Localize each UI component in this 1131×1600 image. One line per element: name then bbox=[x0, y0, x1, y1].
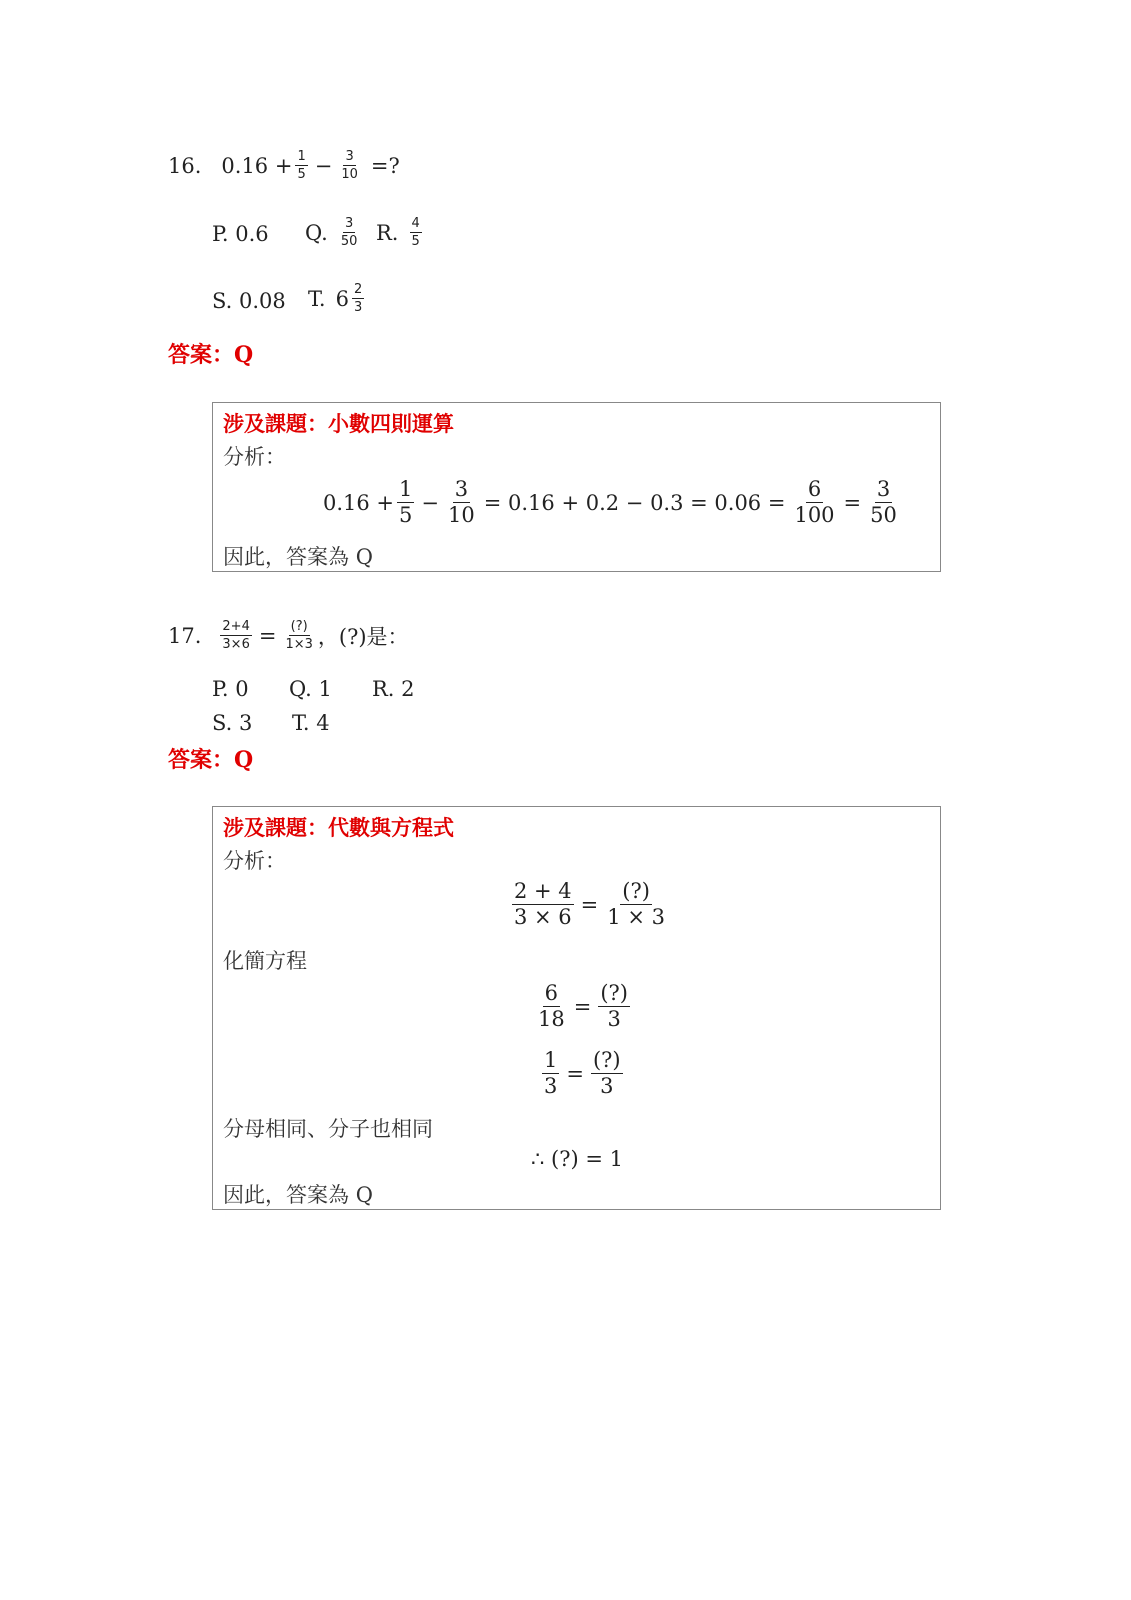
fraction bbox=[410, 217, 422, 248]
option-s: S. 3 bbox=[212, 711, 253, 735]
option-p bbox=[212, 222, 269, 246]
equals-sign: = bbox=[258, 623, 277, 648]
fraction bbox=[339, 217, 360, 248]
numerator: 4 bbox=[411, 216, 420, 231]
fraction bbox=[283, 620, 314, 651]
fraction bbox=[591, 1050, 623, 1097]
denominator: 1×3 bbox=[285, 637, 313, 652]
denominator: 3 bbox=[353, 300, 363, 315]
equals-sign: = bbox=[566, 1061, 584, 1086]
analysis-equation bbox=[323, 479, 902, 526]
option-q: Q. 1 bbox=[289, 677, 332, 701]
numerator: 1 bbox=[297, 149, 306, 164]
stem-lead: 0.16 + bbox=[221, 153, 293, 178]
numerator: 3 bbox=[345, 149, 354, 164]
question-number: 17. bbox=[168, 623, 202, 648]
answer-16 bbox=[168, 338, 253, 369]
option-t: T. 4 bbox=[292, 711, 330, 735]
question-16-stem bbox=[168, 150, 400, 181]
eq-middle: = 0.16 + 0.2 − 0.3 = 0.06 = bbox=[483, 490, 786, 515]
numerator: 3 bbox=[344, 216, 354, 231]
denominator: 5 bbox=[297, 167, 306, 182]
analysis-box-16 bbox=[212, 402, 941, 572]
answer-label: 答案： bbox=[168, 748, 235, 773]
topic-heading: 涉及課題：小數四則運算 bbox=[223, 412, 454, 436]
analysis-step-2: 分母相同、分子也相同 bbox=[223, 1117, 433, 1141]
fraction bbox=[512, 881, 574, 928]
numerator: 3 bbox=[454, 477, 469, 501]
denominator: 100 bbox=[794, 503, 835, 527]
numerator: (?) bbox=[600, 981, 628, 1005]
conclusion-text: 因此，答案為 bbox=[223, 545, 349, 569]
option-s bbox=[212, 289, 286, 313]
numerator: (?) bbox=[622, 879, 650, 903]
analysis-conclusion bbox=[223, 541, 373, 571]
equals-sign: = bbox=[580, 892, 599, 917]
equals-sign: = bbox=[573, 994, 592, 1019]
numerator: 6 bbox=[544, 981, 559, 1005]
analysis-conclusion bbox=[223, 1179, 373, 1209]
stem-tail: ，(?)是： bbox=[317, 624, 409, 649]
analysis-result: ∴ (?) = 1 bbox=[531, 1147, 623, 1171]
analysis-heading: 分析： bbox=[223, 849, 286, 873]
question-number: 16. bbox=[168, 153, 202, 178]
topic-heading: 涉及課題：代數與方程式 bbox=[223, 816, 454, 840]
denominator: 18 bbox=[538, 1007, 565, 1031]
fraction bbox=[446, 479, 477, 526]
answer-label: 答案： bbox=[168, 343, 235, 368]
fraction bbox=[339, 150, 360, 181]
conclusion-text: 因此，答案為 bbox=[223, 1183, 349, 1207]
conclusion-letter: Q bbox=[355, 545, 373, 569]
answer-letter: Q bbox=[234, 747, 254, 773]
fraction bbox=[868, 479, 899, 526]
numerator: 3 bbox=[876, 477, 891, 501]
fraction bbox=[542, 1050, 559, 1097]
fraction bbox=[352, 283, 364, 314]
denominator: 3 bbox=[544, 1074, 558, 1098]
denominator: 3×6 bbox=[222, 637, 250, 652]
fraction bbox=[295, 150, 307, 181]
fraction bbox=[220, 620, 251, 651]
eq-term: 0.16 + bbox=[323, 490, 395, 515]
numerator: (?) bbox=[290, 619, 308, 634]
numerator: (?) bbox=[592, 1048, 621, 1072]
option-t bbox=[308, 283, 367, 314]
option-r: R. 2 bbox=[372, 677, 415, 701]
denominator: 10 bbox=[448, 503, 475, 527]
option-q bbox=[305, 217, 362, 248]
fraction bbox=[598, 983, 630, 1030]
numerator: 6 bbox=[807, 477, 822, 501]
minus-sign: − bbox=[314, 153, 333, 178]
numerator: 1 bbox=[544, 1048, 558, 1072]
denominator: 5 bbox=[411, 234, 420, 249]
option-label: R. bbox=[376, 220, 399, 245]
analysis-equation-2 bbox=[533, 983, 633, 1030]
option-r bbox=[376, 217, 425, 248]
answer-letter: Q bbox=[234, 342, 254, 368]
question-17-stem bbox=[168, 620, 409, 651]
numerator: 1 bbox=[399, 477, 413, 501]
minus-sign: − bbox=[421, 490, 440, 515]
analysis-equation-3 bbox=[539, 1050, 626, 1097]
denominator: 50 bbox=[870, 503, 897, 527]
numerator: 2 + 4 bbox=[514, 879, 572, 903]
option-text: P. 0.6 bbox=[212, 222, 269, 246]
conclusion-letter: Q bbox=[355, 1183, 373, 1207]
option-label: Q. bbox=[305, 220, 328, 245]
denominator: 1 × 3 bbox=[607, 905, 665, 929]
equals-sign: = bbox=[843, 490, 862, 515]
analysis-equation-1 bbox=[509, 881, 670, 928]
answer-17 bbox=[168, 743, 253, 774]
option-p: P. 0 bbox=[212, 677, 249, 701]
denominator: 50 bbox=[340, 234, 358, 249]
analysis-box-17 bbox=[212, 806, 941, 1210]
denominator: 5 bbox=[399, 503, 413, 527]
denominator: 3 bbox=[607, 1007, 621, 1031]
option-label: T. bbox=[308, 286, 326, 311]
denominator: 3 × 6 bbox=[514, 905, 572, 929]
fraction bbox=[397, 479, 414, 526]
analysis-step-1: 化簡方程 bbox=[223, 949, 307, 973]
mixed-whole: 6 bbox=[335, 286, 349, 311]
denominator: 3 bbox=[600, 1074, 614, 1098]
denominator: 10 bbox=[341, 167, 358, 182]
fraction bbox=[536, 983, 567, 1030]
option-text: S. 0.08 bbox=[212, 289, 286, 313]
numerator: 2 bbox=[353, 282, 363, 297]
numerator: 2+4 bbox=[222, 619, 250, 634]
fraction bbox=[792, 479, 836, 526]
analysis-heading: 分析： bbox=[223, 445, 286, 469]
stem-tail: =? bbox=[370, 153, 400, 178]
fraction bbox=[605, 881, 667, 928]
